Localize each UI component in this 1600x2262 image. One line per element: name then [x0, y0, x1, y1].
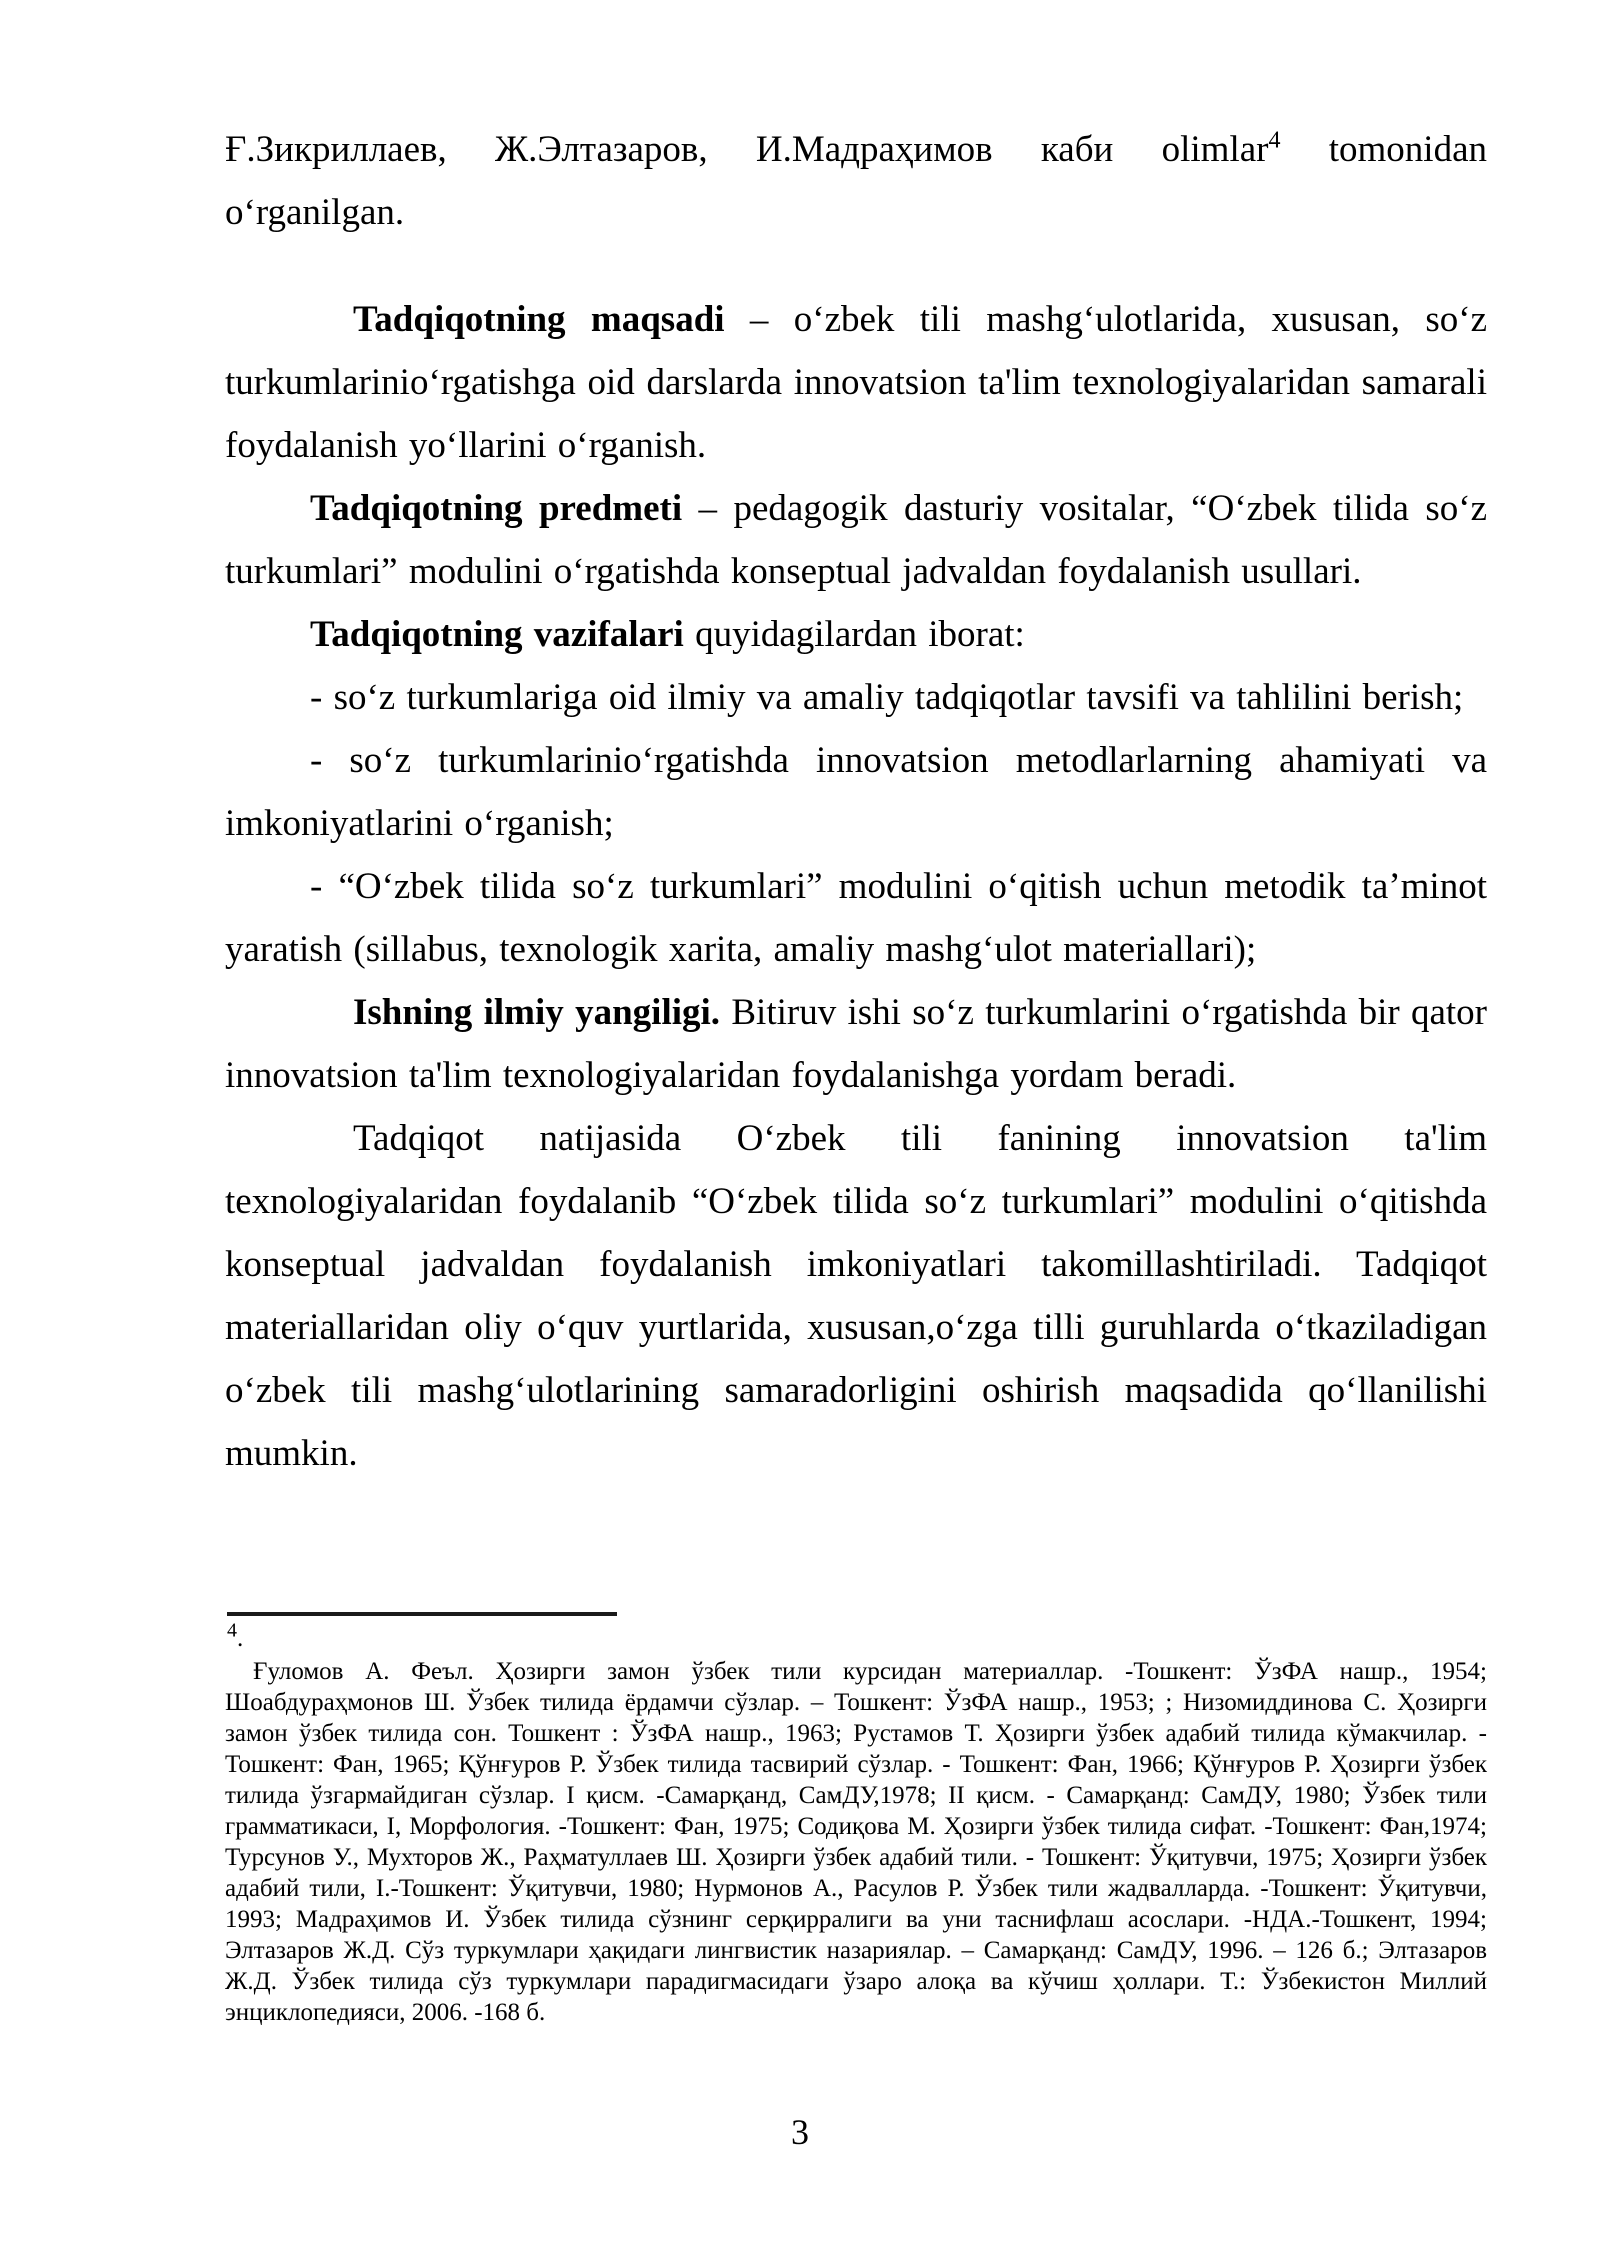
task-item-1: - so‘z turkumlariga oid ilmiy va amaliy tadqiqotlar tavsifi va tahlilini berish; — [310, 677, 1464, 718]
footnote-marker-period: . — [237, 1625, 244, 1652]
page-number: 3 — [791, 2112, 809, 2152]
yangilik-label: Ishning ilmiy yangiligi. — [353, 992, 721, 1033]
maqsad-paragraph — [225, 288, 1487, 477]
maqsad-text: – o‘zbek tili mashg‘ulotlarida, xususan, so‘z turkumlarinio‘rgatishga oid darslarda innovatsion ta'lim texnologiyalaridan samarali foydalanish yo‘llarini o‘rganish. — [225, 299, 1487, 466]
yangilik-paragraph — [225, 981, 1487, 1107]
natija-paragraph: Tadqiqot natijasida O‘zbek tili fanining innovatsion ta'lim texnologiyalaridan foydalanib “O‘zbek tilida so‘z turkumlari” modulini o‘qitishda konseptual jadvaldan foydalanish imkoniyatlari takomillashtiriladi. Tadqiqot materiallaridan oliy o‘quv yurtlarida, xususan,o‘zga tilli guruhlarda o‘tkaziladigan o‘zbek tili mashg‘ulotlarining samaradorligini oshirish maqsadida qo‘llanilishi mumkin. — [225, 1118, 1487, 1474]
footnote-marker: 4 — [227, 1619, 237, 1642]
intro-paragraph — [225, 118, 1487, 244]
intro-text: Ғ.Зикриллаев, Ж.Элтазаров, И.Мадраҳимов каби olimlar — [225, 129, 1269, 170]
vazifa-label: Tadqiqotning vazifalari — [310, 614, 684, 655]
task-item-3: - “O‘zbek tilida so‘z turkumlari” modulini o‘qitish uchun metodik ta’minot yaratish (sillabus, texnologik xarita, amaliy mashg‘ulot materiallari); — [225, 866, 1487, 970]
footnote-separator — [227, 1612, 617, 1616]
paragraph-gap — [225, 244, 1487, 288]
footnote-reference-4: 4 — [1268, 127, 1281, 154]
footnote-text: Ғуломов А. Феъл. Ҳозирги замон ўзбек тили курсидан материаллар. -Тошкент: ЎзФА нашр., 1954; Шоабдураҳмонов Ш. Ўзбек тилида ёрдамчи сўзлар. – Тошкент: ЎзФА нашр., 1953; ; Низомиддинова С. Ҳозирги замон ўзбек тилида сон. Тошкент : ЎзФА нашр., 1963; Рустамов Т. Ҳозирги ўзбек адабий тилида кўмакчилар. - Тошкент: Фан, 1965; Қўнғуров Р. Ўзбек тилида тасвирий сўзлар. - Тошкент: Фан, 1966; Қўнғуров Р. Ҳозирги ўзбек тилида ўзгармайдиган сўзлар. I қисм. -Самарқанд, СамДУ,1978; II қисм. - Самарқанд: СамДУ, 1980; Ўзбек тили грамматикаси, I, Морфология. -Тошкент: Фан, 1975; Содиқова М. Ҳозирги ўзбек тилида сифат. -Тошкент: Фан,1974; Турсунов У., Мухторов Ж., Раҳматуллаев Ш. Ҳозирги ўзбек адабий тили. - Тошкент: Ўқитувчи, 1975; Ҳозирги ўзбек адабий тили, I.-Тошкент: Ўқитувчи, 1980; Нурмонов А., Расулов Р. Ўзбек тили жадвалларда. -Тошкент: Ўқитувчи, 1993; Мадраҳимов И. Ўзбек тилида сўзнинг серқирралиги ва уни таснифлаш асослари. -НДА.-Тошкент, 1994; Элтазаров Ж.Д. Сўз туркумлари ҳақидаги лингвистик назариялар. – Самарқанд: СамДУ, 1996. – 126 б.; Элтазаров Ж.Д. Ўзбек тилида сўз туркумлари парадигмасидаги ўзаро алоқа ва кўчиш ҳоллари. Т.: Ўзбекистон Миллий энциклопедияси, 2006. -168 б. — [225, 1658, 1487, 2026]
predmet-label: Tadqiqotning predmeti — [310, 488, 683, 529]
vazifa-text: quyidagilardan iborat: — [683, 614, 1025, 655]
predmet-paragraph — [225, 477, 1487, 603]
task-item-2: - so‘z turkumlarinio‘rgatishda innovatsion metodlarlarning ahamiyati va imkoniyatlarini o‘rganish; — [225, 740, 1487, 844]
maqsad-label: Tadqiqotning maqsadi — [353, 299, 725, 340]
intro-text-continued: tomonidan o‘rganilgan. — [225, 129, 1487, 233]
footnote-marker-line — [227, 1619, 1487, 1654]
footnote-section — [225, 1612, 1487, 2028]
predmet-text: – pedagogik dasturiy vositalar, “O‘zbek tilida so‘z turkumlari” modulini o‘rgatishda konseptual jadvaldan foydalanish usullari. — [225, 488, 1487, 592]
vazifa-paragraph — [225, 603, 1487, 666]
document-body — [225, 118, 1487, 1485]
yangilik-text: Bitiruv ishi so‘z turkumlarini o‘rgatishda bir qator innovatsion ta'lim texnologiyalaridan foydalanishga yordam beradi. — [225, 992, 1488, 1096]
